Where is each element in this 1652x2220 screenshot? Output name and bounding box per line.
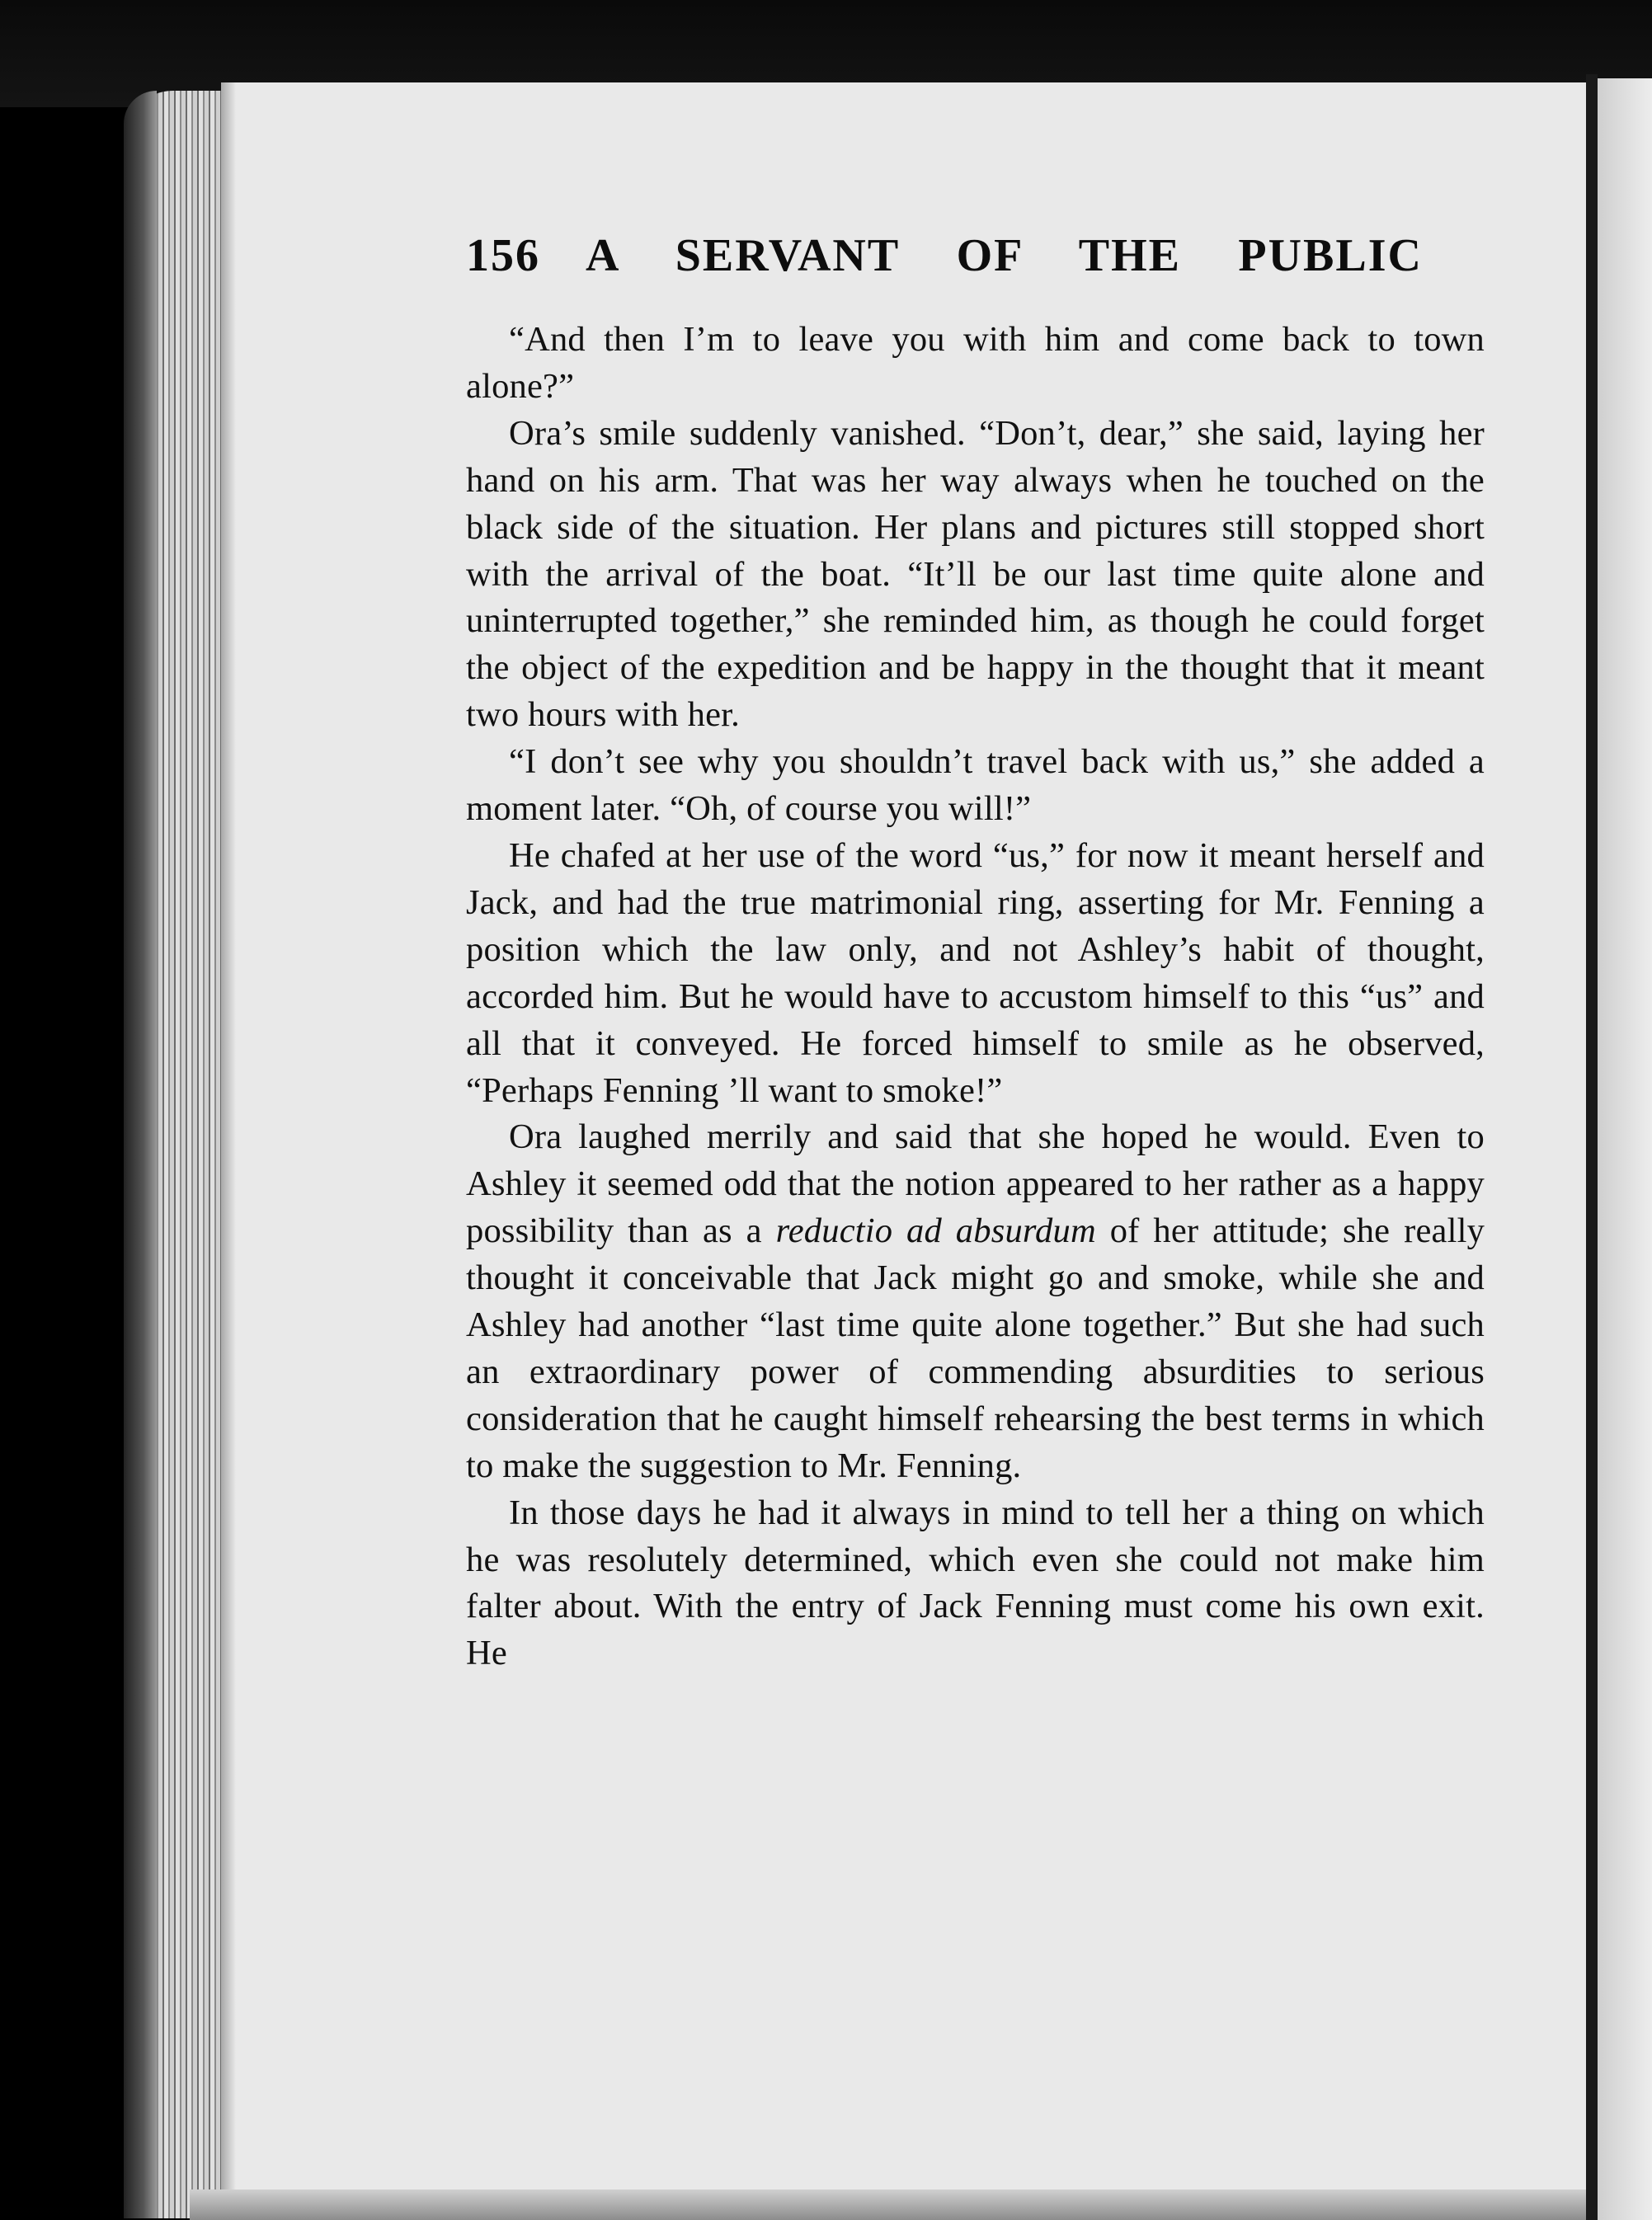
paragraph: In those days he had it always in mind to tell her a thing on which he was resolutely determined, which even she could not make him falter about. With the entry of Jack Fenning must come his own exit. He	[466, 1493, 1485, 1673]
paragraph: Ora’s smile suddenly vanished. “Don’t, dear,” she said, laying her hand on his arm. That was her way always when he touched on the black side of the situation. Her plans and pictures still stopped short with the arrival of the boat. “It’ll be our last time quite alone and uninterrupted together,” she reminded him, as though he could forget the object of the expedition and be happy in the thought that it meant two hours with her.	[466, 413, 1485, 735]
paragraph	[466, 1114, 1485, 1489]
body-text	[466, 317, 1485, 1677]
page-shadow	[221, 82, 236, 2220]
book-gutter	[1586, 74, 1598, 2220]
book-bottom-edge	[190, 2189, 1586, 2220]
page-number: 156	[466, 230, 540, 281]
page-header	[466, 229, 1423, 287]
paragraph-text: Ora laughed merrily and said that she hoped he would. Even to Ashley it seemed odd that the notion appeared to her rather as a happy possibility than as a	[466, 1117, 1485, 1251]
paragraph: “I don’t see why you shouldn’t travel back with us,” she added a moment later. “Oh, of course you will!”	[466, 742, 1485, 829]
book-spine-shadow	[124, 91, 157, 2218]
running-head: A SERVANT OF THE PUBLIC	[586, 230, 1423, 281]
paragraph: He chafed at her use of the word “us,” for now it meant herself and Jack, and had the true matrimonial ring, asserting for Mr. Fenning a position which the law only, and not Ashley’s habit of thought, accorded him. But he would have to accustom himself to this “us” and all that it conveyed. He forced himself to smile as he observed, “Perhaps Fenning ’ll want to smoke!”	[466, 835, 1485, 1110]
italic-latin-phrase: reductio ad absurdum	[775, 1211, 1096, 1251]
facing-page-edge	[1598, 78, 1652, 2220]
paragraph-text: of her attitude; she really thought it conceivable that Jack might go and smoke, while she and Ashley had another “last time quite alone together.” But she had such an extraordinary power of commending absurdities to serious consideration that he caught himself rehearsing the best terms in which to make the suggestion to Mr. Fenning.	[466, 1211, 1485, 1485]
paragraph: “And then I’m to leave you with him and come back to town alone?”	[466, 320, 1485, 406]
